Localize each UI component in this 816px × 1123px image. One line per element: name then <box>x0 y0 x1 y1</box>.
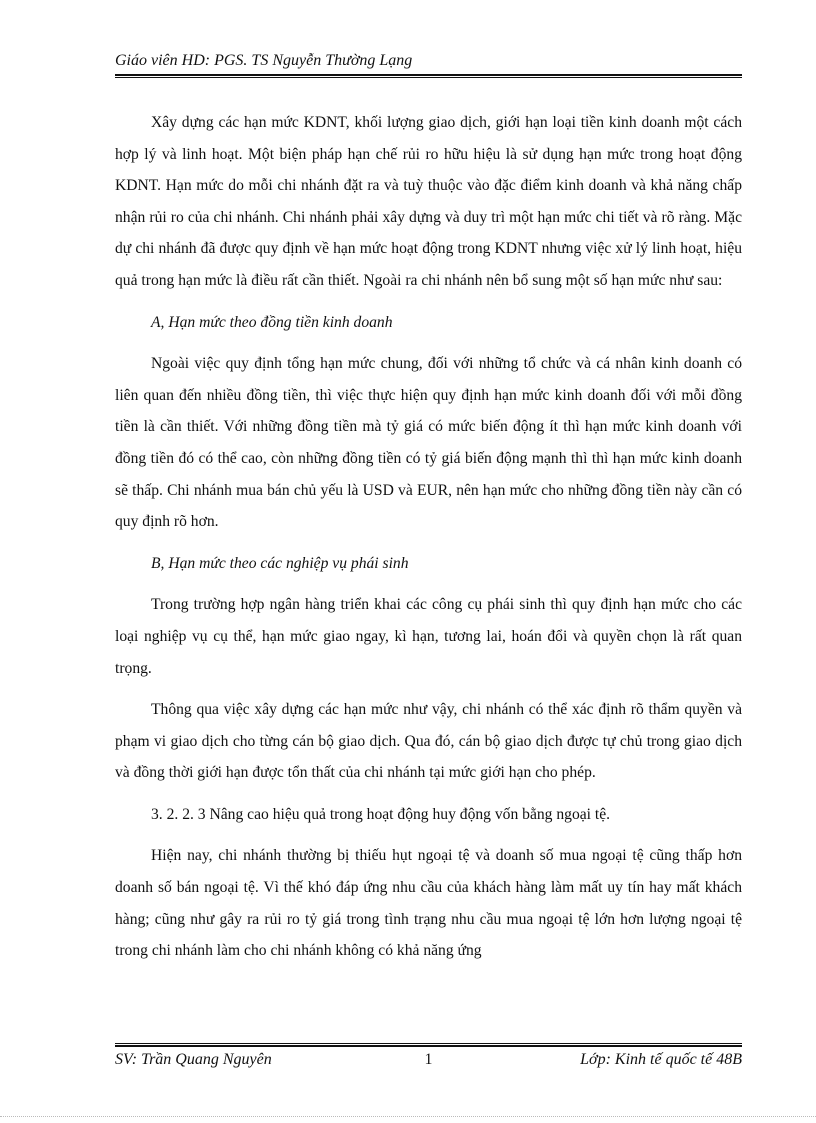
footer-rule-thick <box>115 1045 742 1047</box>
header-rule-thin <box>115 77 742 78</box>
page-number: 1 <box>424 1051 433 1068</box>
page-edge <box>0 1116 816 1117</box>
header-text: Giáo viên HD: PGS. TS Nguyễn Thường Lạng <box>115 52 413 69</box>
paragraph-intro: Xây dựng các hạn mức KDNT, khối lượng giao dịch, giới hạn loại tiền kinh doanh một cách hợp lý và linh hoạt. Một biện pháp hạn chế rủi ro hữu hiệu là sử dụng hạn mức trong hoạt động KDNT. Hạn mức do mỗi chi nhánh đặt ra và tuỳ thuộc vào đặc điểm kinh doanh và khả năng chấp nhận rủi ro của chi nhánh. Chi nhánh phải xây dựng và duy trì một hạn mức chi tiết và rõ ràng. Mặc dự chi nhánh đã được quy định về hạn mức hoạt động trong KDNT nhưng việc xử lý linh hoạt, hiệu quả trong hạn mức là điều rất cần thiết. Ngoài ra chi nhánh nên bổ sung một số hạn mức như sau: <box>115 114 742 289</box>
paragraph-a: Ngoài việc quy định tổng hạn mức chung, đối với những tổ chức và cá nhân kinh doanh có liên quan đến nhiều đồng tiền, thì việc thực hiện quy định hạn mức kinh doanh đối với mỗi đồng tiền là cần thiết. Với những đồng tiền mà tỷ giá có mức biến động ít thì hạn mức kinh doanh với đồng tiền đó có thể cao, còn những đồng tiền có tỷ giá biến động mạnh thì thì hạn mức kinh doanh sẽ thấp. Chi nhánh mua bán chủ yếu là USD và EUR, nên hạn mức cho những đồng tiền này cần có quy định rõ hơn. <box>115 355 742 531</box>
page-footer <box>115 1051 742 1073</box>
body-content <box>115 107 742 977</box>
section-heading-3223: 3. 2. 2. 3 Nâng cao hiệu quả trong hoạt động huy động vốn bằng ngoại tệ. <box>151 805 611 823</box>
heading-a: A, Hạn mức theo đồng tiền kinh doanh <box>151 313 393 331</box>
paragraph-b: Trong trường hợp ngân hàng triển khai các công cụ phái sinh thì quy định hạn mức cho các loại nghiệp vụ cụ thể, hạn mức giao ngay, kì hạn, tương lai, hoán đổi và quyền chọn là rất quan trọng. <box>115 596 742 677</box>
header-rule-thick <box>115 74 742 76</box>
paragraph-summary: Thông qua việc xây dựng các hạn mức như vậy, chi nhánh có thể xác định rõ thẩm quyền và phạm vi giao dịch cho từng cán bộ giao dịch. Qua đó, cán bộ giao dịch được tự chủ trong giao dịch và đồng thời giới hạn được tổn thất của chi nhánh tại mức giới hạn cho phép. <box>115 701 742 782</box>
heading-b: B, Hạn mức theo các nghiệp vụ phái sinh <box>151 554 409 572</box>
footer-student: SV: Trần Quang Nguyên <box>115 1051 272 1068</box>
paragraph-current: Hiện nay, chi nhánh thường bị thiếu hụt ngoại tệ và doanh số mua ngoại tệ cũng thấp hơn doanh số bán ngoại tệ. Vì thế khó đáp ứng nhu cầu của khách hàng làm mất uy tín hay mất khách hàng; cũng như gây ra rủi ro tỷ giá trong tình trạng nhu cầu mua ngoại tệ lớn hơn lượng ngoại tệ trong chi nhánh làm cho chi nhánh không có khả năng ứng <box>115 847 742 960</box>
page-header <box>115 50 742 72</box>
footer-rule-thin <box>115 1043 742 1044</box>
footer-class: Lớp: Kinh tế quốc tế 48B <box>580 1051 742 1068</box>
